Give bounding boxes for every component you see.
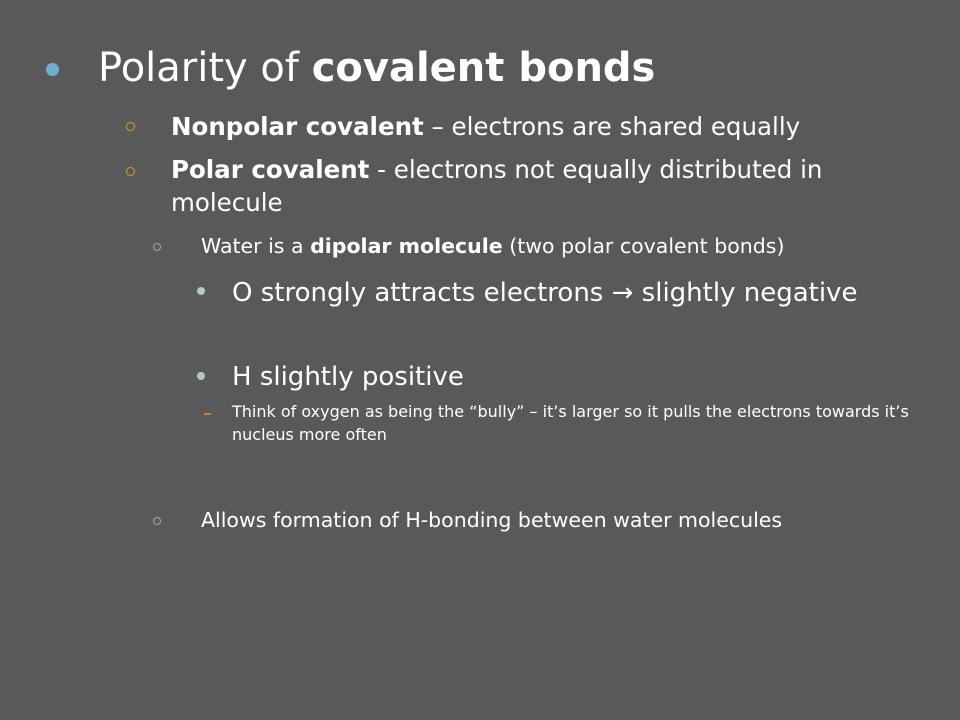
slide-heading	[98, 42, 655, 94]
nonpolar-term: Nonpolar covalent	[171, 112, 424, 141]
right-arrow-icon: →	[611, 278, 634, 308]
heading-bold: covalent bonds	[311, 45, 656, 91]
polar-description: - electrons not equally distributed in molecule	[171, 155, 823, 217]
water-description: (two polar covalent bonds)	[502, 234, 785, 258]
h-bonding-bullet-icon	[153, 517, 161, 525]
nonpolar-description: – electrons are shared equally	[423, 112, 801, 141]
oxygen-text-end: slightly negative	[633, 278, 858, 308]
hydrogen-item: H slightly positive	[232, 362, 464, 392]
oxygen-text-start: O strongly attracts electrons	[232, 278, 612, 308]
nonpolar-bullet-icon	[126, 122, 135, 131]
note-dash-icon	[204, 413, 211, 415]
oxygen-item	[232, 276, 922, 310]
heading-prefix: Polarity of	[98, 45, 312, 91]
bully-note: Think of oxygen as being the “bully” – it’s larger so it pulls the electrons towards it’s nucleus more often	[232, 402, 909, 444]
polar-item	[171, 153, 941, 219]
water-item	[201, 232, 784, 260]
polar-term: Polar covalent	[171, 155, 370, 184]
nonpolar-item	[171, 110, 941, 143]
polar-bullet-icon	[126, 167, 135, 176]
hydrogen-bullet-icon	[197, 372, 205, 380]
h-bonding-item: Allows formation of H-bonding between water molecules	[201, 508, 783, 532]
heading-bullet-icon	[46, 63, 59, 76]
oxygen-bullet-icon	[197, 287, 205, 295]
water-term: dipolar molecule	[310, 234, 503, 258]
water-bullet-icon	[153, 243, 161, 251]
water-prefix: Water is a	[201, 234, 311, 258]
